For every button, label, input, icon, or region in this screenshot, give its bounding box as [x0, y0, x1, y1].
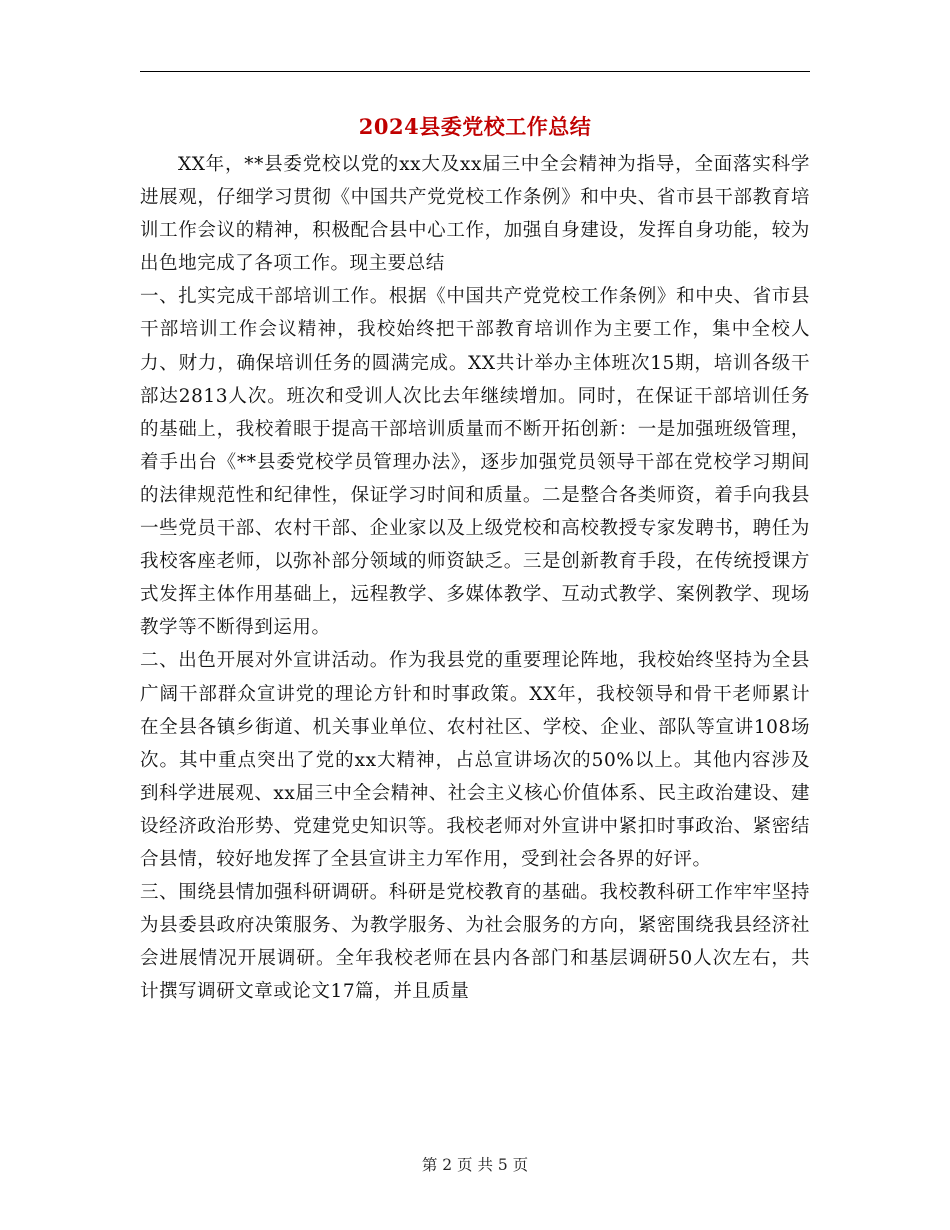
header-rule	[140, 71, 810, 72]
section-2-paragraph: 二、出色开展对外宣讲活动。作为我县党的重要理论阵地，我校始终坚持为全县广阔干部群众宣讲党的理论方针和时事政策。XX年，我校领导和骨干老师累计在全县各镇乡街道、机关事业单位、农村社区、学校、企业、部队等宣讲108场次。其中重点突出了党的xx大精神，占总宣讲场次的50%以上。其他内容涉及到科学进展观、xx届三中全会精神、社会主义核心价值体系、民主政治建设、建设经济政治形势、党建党史知识等。我校老师对外宣讲中紧扣时事政治、紧密结合县情，较好地发挥了全县宣讲主力军作用，受到社会各界的好评。	[140, 650, 810, 870]
section-3-paragraph: 三、围绕县情加强科研调研。科研是党校教育的基础。我校教科研工作牢牢坚持为县委县政府决策服务、为教学服务、为社会服务的方向，紧密围绕我县经济社会进展情况开展调研。全年我校老师在县内各部门和基层调研50人次左右，共计撰写调研文章或论文17篇，并且质量	[140, 882, 810, 1003]
page-number-footer: 第 2 页 共 5 页	[421, 1156, 529, 1174]
intro-paragraph: XX年，**县委党校以党的xx大及xx届三中全会精神为指导，全面落实科学进展观，仔细学习贯彻《中国共产党党校工作条例》和中央、省市县干部教育培训工作会议的精神，积极配合县中心工作，加强自身建设，发挥自身功能，较为出色地完成了各项工作。现主要总结	[140, 154, 810, 275]
section-1-paragraph: 一、扎实完成干部培训工作。根据《中国共产党党校工作条例》和中央、省市县干部培训工作会议精神，我校始终把干部教育培训作为主要工作，集中全校人力、财力，确保培训任务的圆满完成。XX共计举办主体班次15期，培训各级干部达2813人次。班次和受训人次比去年继续增加。同时，在保证干部培训任务的基础上，我校着眼于提高干部培训质量而不断开拓创新：一是加强班级管理，着手出台《**县委党校学员管理办法》，逐步加强党员领导干部在党校学习期间的法律规范性和纪律性，保证学习时间和质量。二是整合各类师资，着手向我县一些党员干部、农村干部、企业家以及上级党校和高校教授专家发聘书，聘任为我校客座老师，以弥补部分领域的师资缺乏。三是创新教育手段，在传统授课方式发挥主体作用基础上，远程教学、多媒体教学、互动式教学、案例教学、现场教学等不断得到运用。	[140, 286, 810, 639]
document-body	[140, 148, 810, 1008]
document-title: 2024县委党校工作总结	[358, 114, 592, 139]
